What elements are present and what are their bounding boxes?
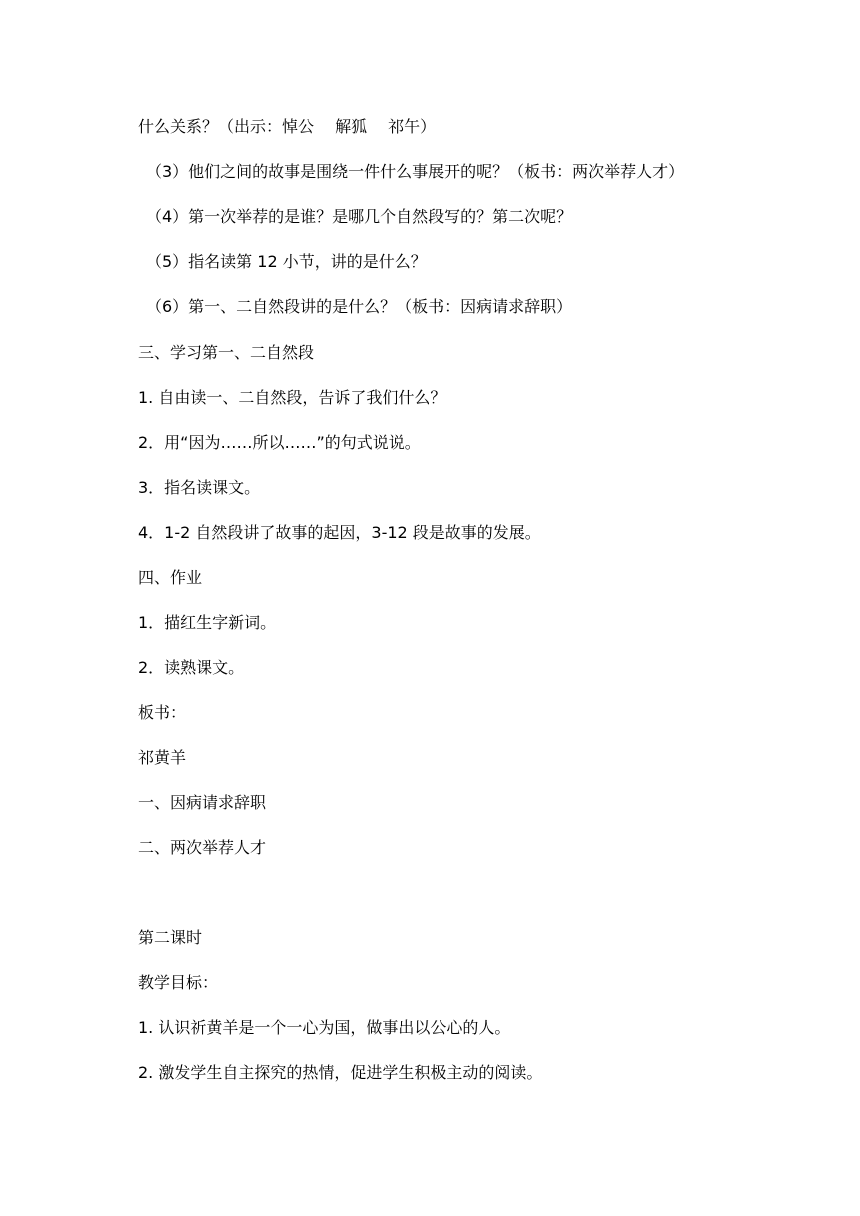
text-line: 1. 自由读一、二自然段，告诉了我们什么？: [138, 388, 447, 407]
board-item: 一、因病请求辞职: [138, 793, 267, 812]
text-line: 什么关系？（出示：悼公 解狐 祁午）: [138, 117, 437, 136]
board-title: 祁黄羊: [138, 748, 187, 767]
objective-item: 2. 激发学生自主探究的热情，促进学生积极主动的阅读。: [138, 1063, 543, 1082]
lesson-heading: 第二课时: [138, 928, 203, 947]
text-line: 2．用“因为……所以……”的句式说说。: [138, 433, 421, 452]
board-label: 板书：: [138, 703, 187, 722]
objectives-heading: 教学目标：: [138, 973, 219, 992]
text-line: （4）第一次举荐的是谁？是哪几个自然段写的？第二次呢？: [146, 207, 573, 226]
text-line: 4．1-2 自然段讲了故事的起因，3-12 段是故事的发展。: [138, 523, 541, 542]
text-line: （3）他们之间的故事是围绕一件什么事展开的呢？（板书：两次举荐人才）: [146, 162, 685, 181]
text-line: （6）第一、二自然段讲的是什么？（板书：因病请求辞职）: [146, 297, 573, 316]
text-line: （5）指名读第 12 小节，讲的是什么？: [146, 252, 427, 271]
objective-item: 1. 认识祈黄羊是一个一心为国，做事出以公心的人。: [138, 1018, 511, 1037]
section-heading: 四、作业: [138, 568, 203, 587]
section-heading: 三、学习第一、二自然段: [138, 343, 315, 362]
text-line: 1．描红生字新词。: [138, 613, 277, 632]
text-line: 2．读熟课文。: [138, 658, 245, 677]
text-line: 3．指名读课文。: [138, 478, 261, 497]
board-item: 二、两次举荐人才: [138, 838, 267, 857]
